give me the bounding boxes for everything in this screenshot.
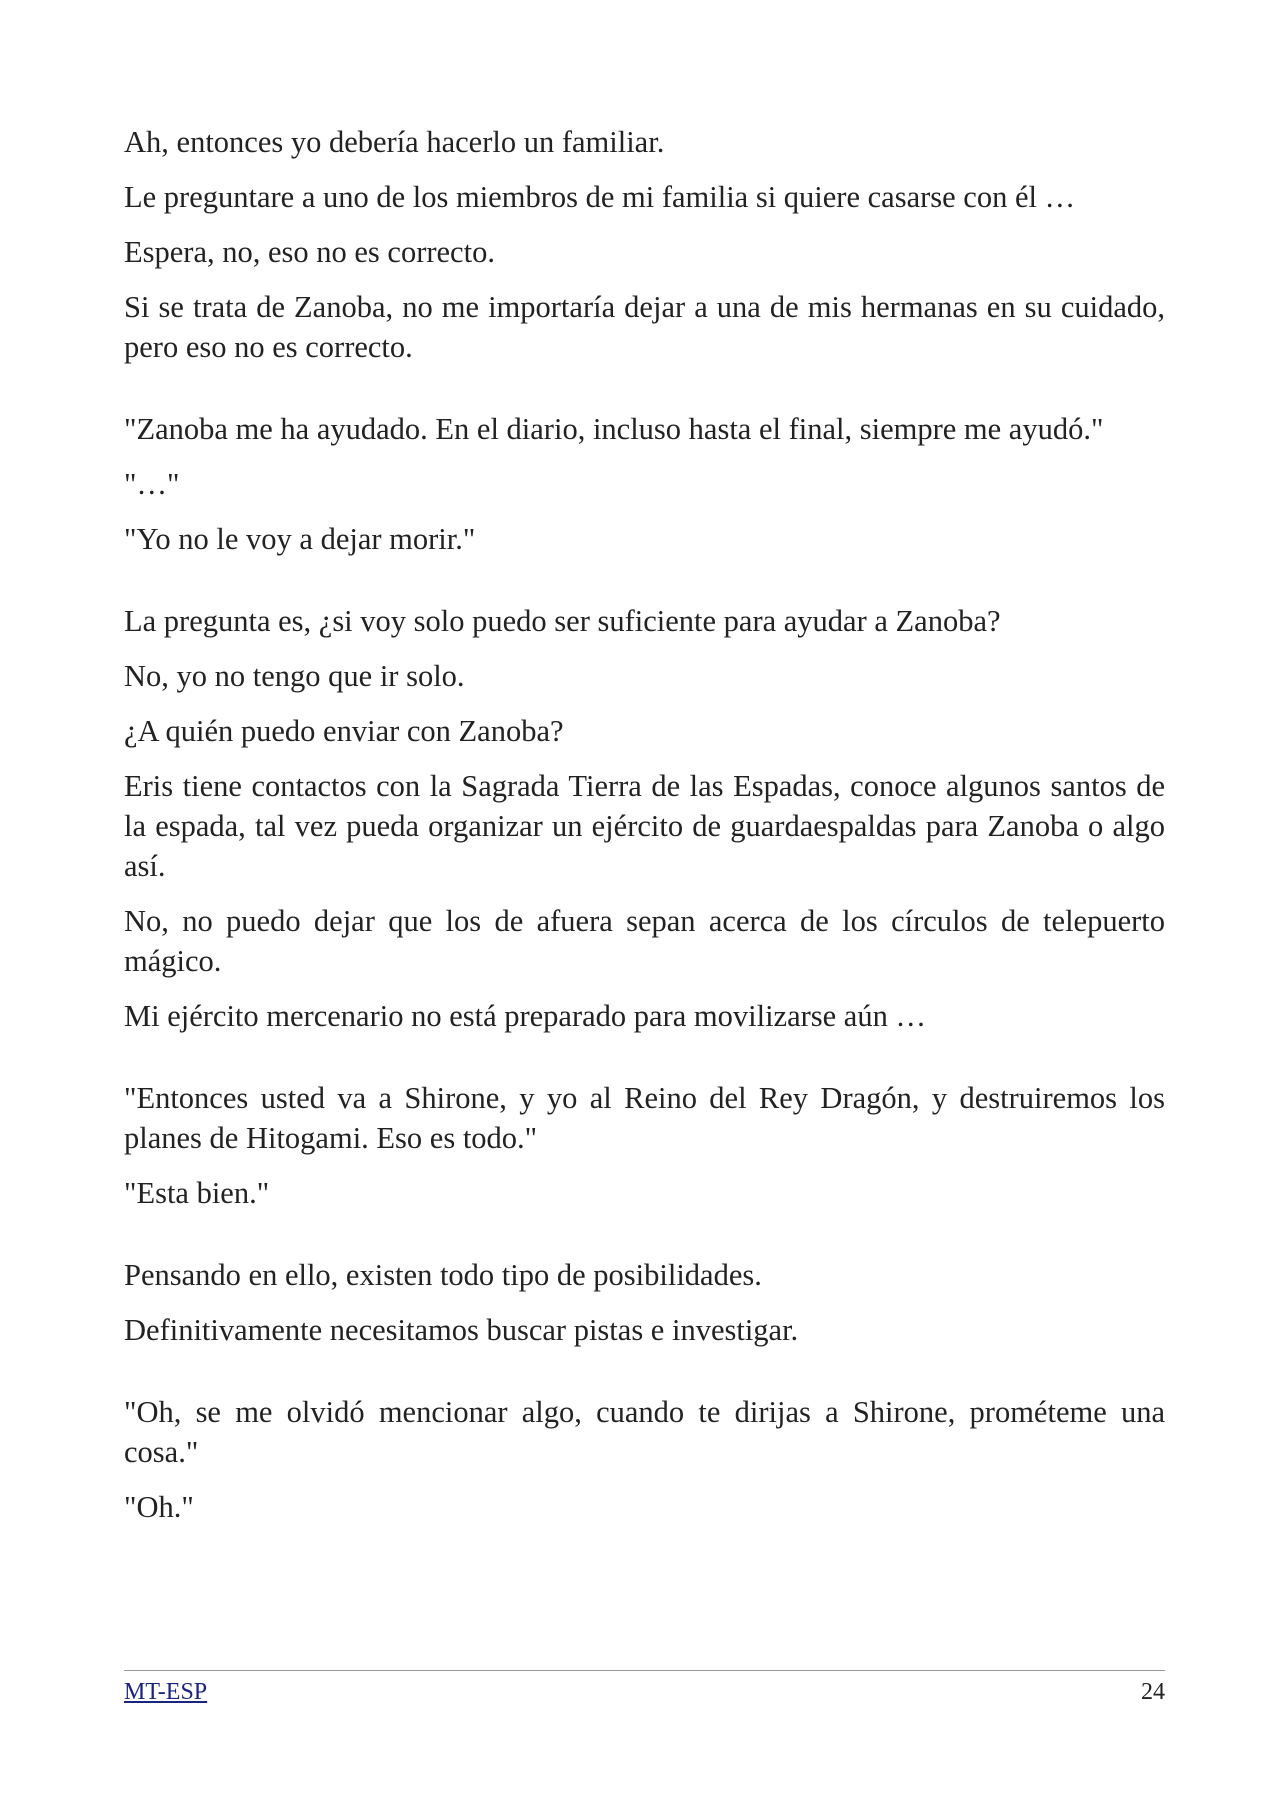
paragraph: "Yo no le voy a dejar morir." bbox=[124, 522, 476, 556]
footer-link[interactable]: MT-ESP bbox=[124, 1679, 208, 1705]
paragraph: Mi ejército mercenario no está preparado para movilizarse aún … bbox=[124, 999, 926, 1033]
paragraph: Pensando en ello, existen todo tipo de posibilidades. bbox=[124, 1258, 762, 1292]
paragraph: Le preguntare a uno de los miembros de mi familia si quiere casarse con él … bbox=[124, 180, 1076, 214]
paragraph: No, no puedo dejar que los de afuera sepan acerca de los círculos de telepuerto mágico. bbox=[124, 904, 1165, 978]
paragraph: Eris tiene contactos con la Sagrada Tierra de las Espadas, conoce algunos santos de la espada, tal vez pueda organizar un ejército de guardaespaldas para Zanoba o algo así. bbox=[124, 769, 1165, 883]
paragraph: "Esta bien." bbox=[124, 1176, 270, 1210]
page-footer bbox=[124, 1670, 1165, 1707]
paragraph: "Entonces usted va a Shirone, y yo al Reino del Rey Dragón, y destruiremos los planes de Hitogami. Eso es todo." bbox=[124, 1081, 1165, 1155]
paragraph: Ah, entonces yo debería hacerlo un familiar. bbox=[124, 125, 665, 159]
paragraph: "Oh." bbox=[124, 1490, 194, 1524]
paragraph: Si se trata de Zanoba, no me importaría dejar a una de mis hermanas en su cuidado, pero eso no es correcto. bbox=[124, 290, 1165, 364]
paragraph: ¿A quién puedo enviar con Zanoba? bbox=[124, 714, 564, 748]
page-number: 24 bbox=[1141, 1679, 1165, 1705]
paragraph: "Zanoba me ha ayudado. En el diario, incluso hasta el final, siempre me ayudó." bbox=[124, 412, 1104, 446]
paragraph: No, yo no tengo que ir solo. bbox=[124, 659, 465, 693]
paragraph: Espera, no, eso no es correcto. bbox=[124, 235, 495, 269]
paragraph: "…" bbox=[124, 467, 180, 501]
paragraph: Definitivamente necesitamos buscar pistas e investigar. bbox=[124, 1313, 799, 1347]
paragraph: "Oh, se me olvidó mencionar algo, cuando te dirijas a Shirone, prométeme una cosa." bbox=[124, 1395, 1165, 1469]
paragraph: La pregunta es, ¿si voy solo puedo ser suficiente para ayudar a Zanoba? bbox=[124, 604, 1001, 638]
document-body bbox=[124, 122, 1165, 1542]
